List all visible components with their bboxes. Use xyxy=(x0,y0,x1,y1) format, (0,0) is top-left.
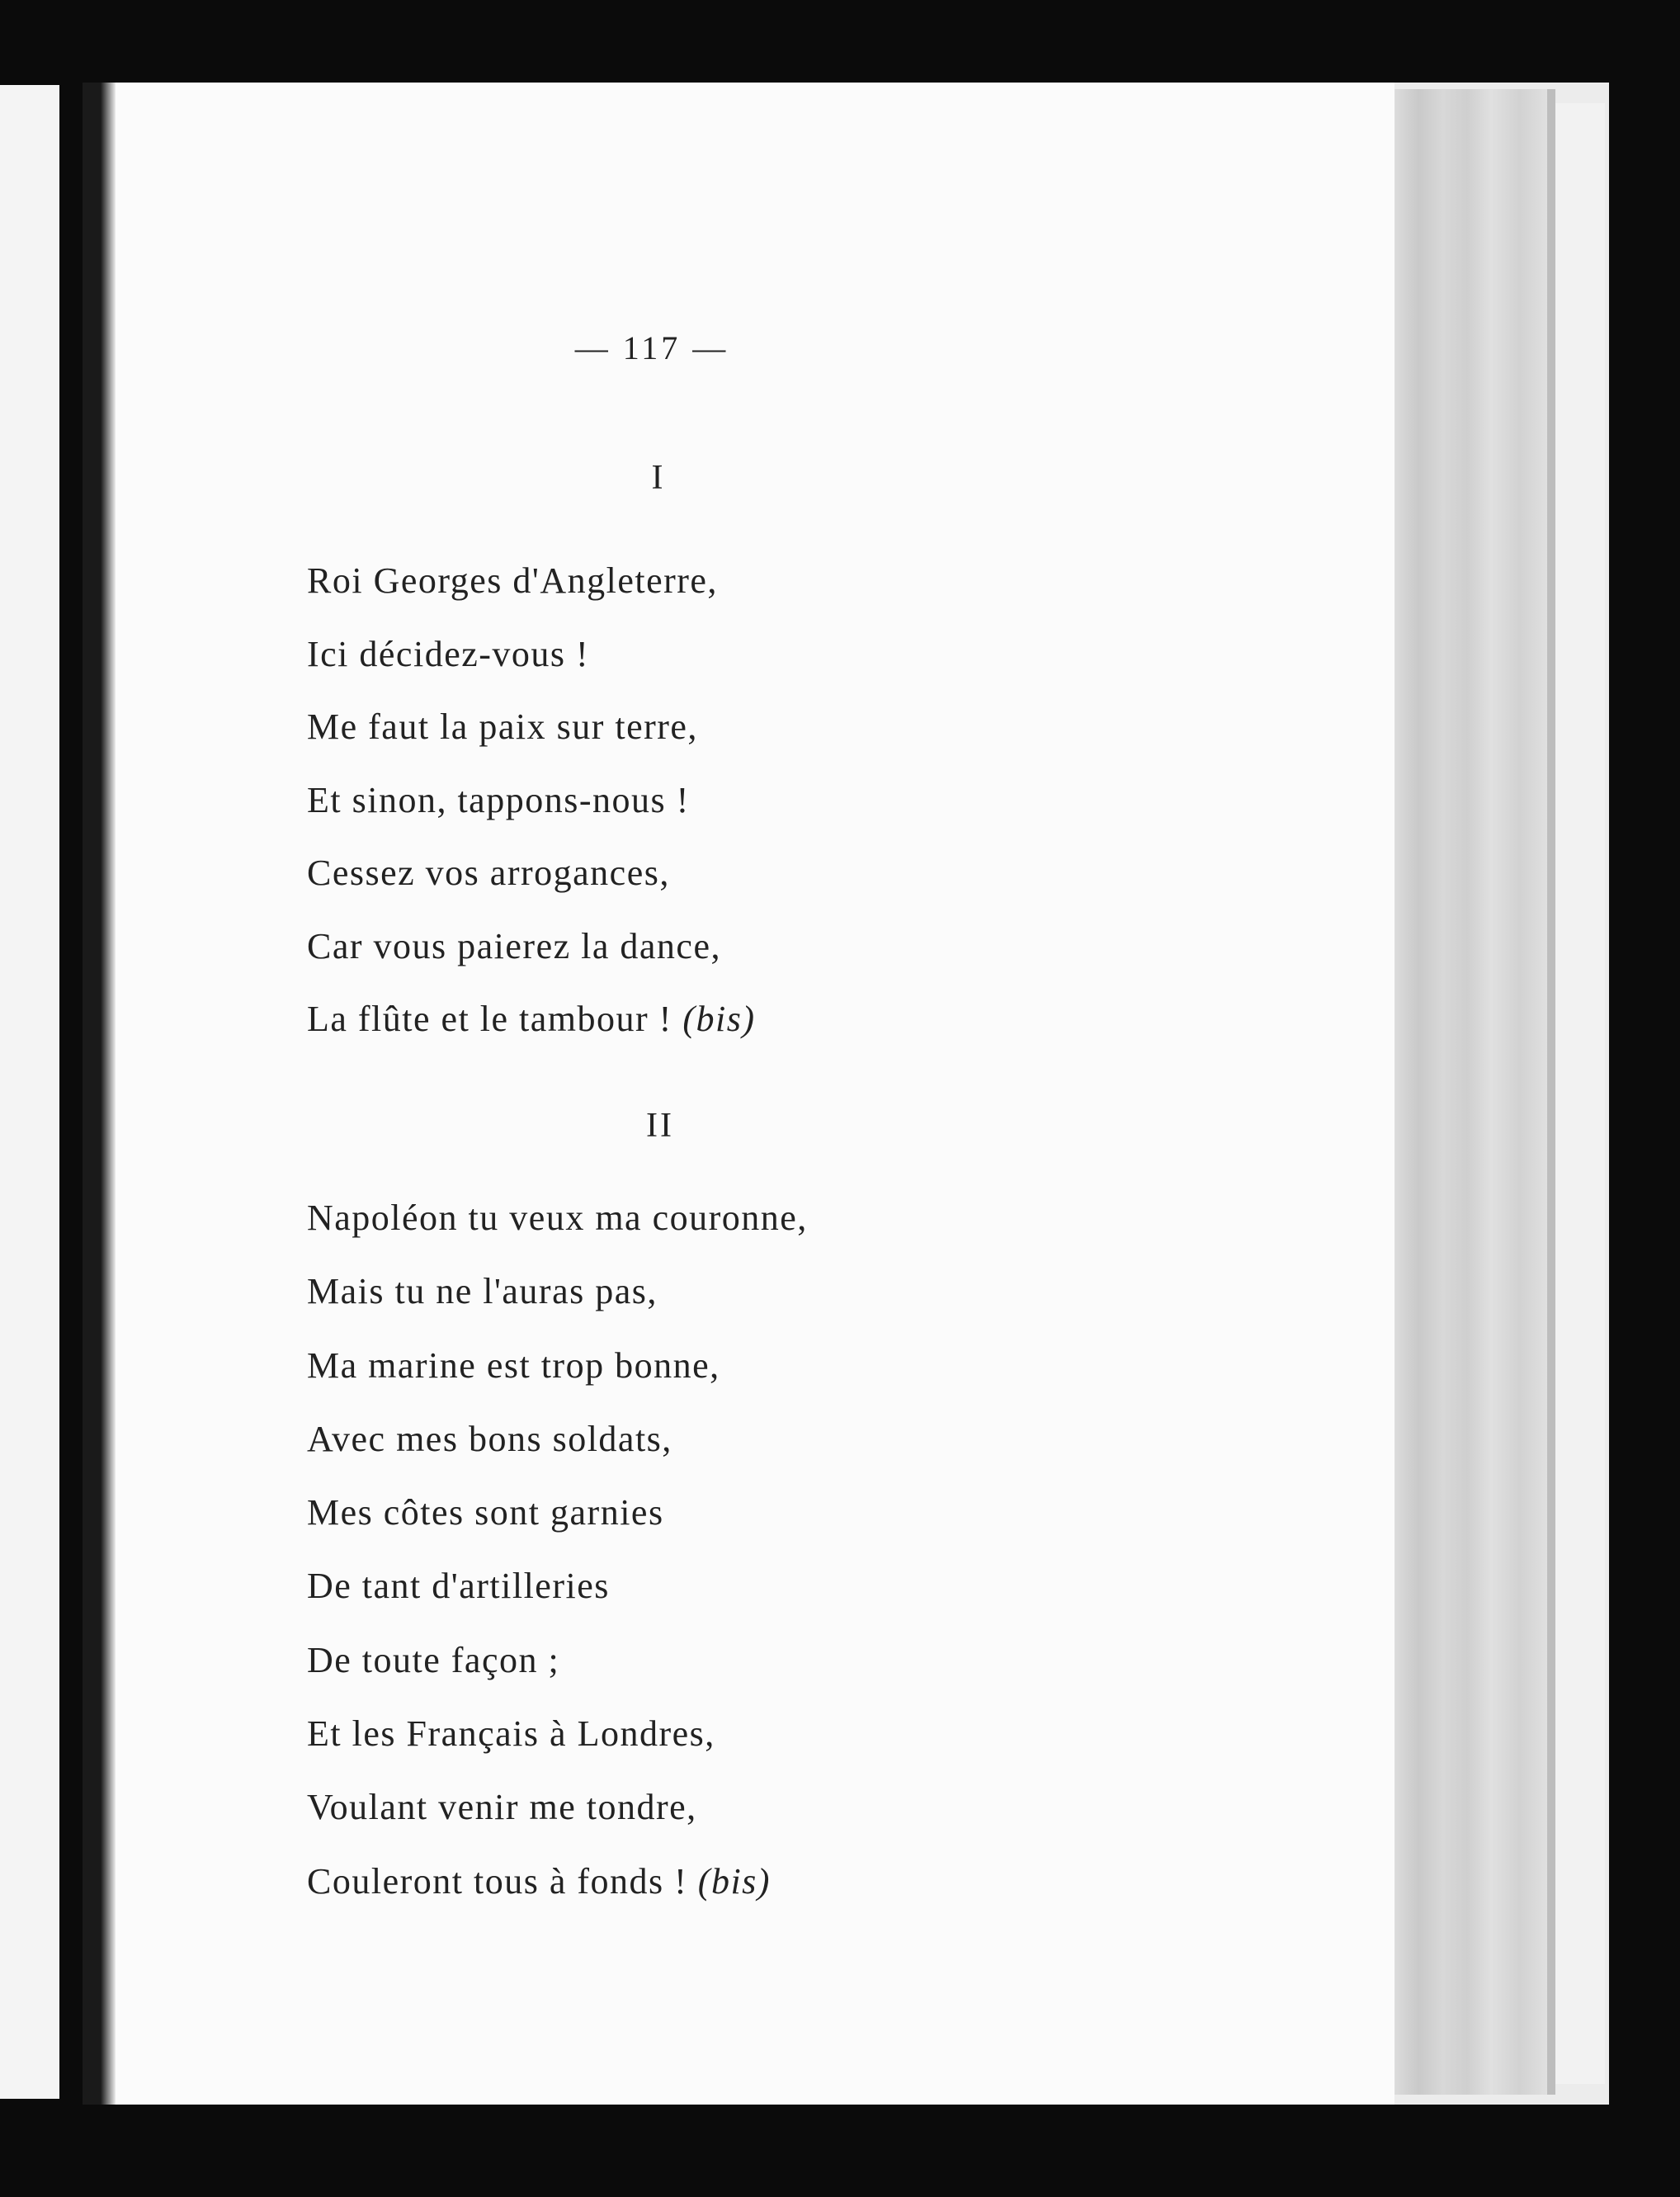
verse-line: Avec mes bons soldats, xyxy=(307,1418,672,1459)
back-cover xyxy=(1555,103,1605,2084)
stanza-2 xyxy=(307,1195,808,1932)
verse-line: La flûte et le tambour ! (bis) xyxy=(307,999,756,1039)
verse-line: Couleront tous à fonds ! (bis) xyxy=(307,1860,771,1902)
bis-marker: (bis) xyxy=(697,1860,771,1902)
stanza-1 xyxy=(307,558,755,1070)
stanza-heading-1: I xyxy=(651,459,666,497)
left-page-edge xyxy=(0,85,59,2099)
verse-line: De tant d'artilleries xyxy=(307,1566,610,1607)
verse-line: Mes côtes sont garnies xyxy=(307,1492,664,1533)
verse-line: Me faut la paix sur terre, xyxy=(307,706,698,747)
verse-line: Car vous paierez la dance, xyxy=(307,925,721,966)
verse-line: Ma marine est trop bonne, xyxy=(307,1344,720,1386)
stanza-heading-2: II xyxy=(646,1107,674,1145)
verse-line: Roi Georges d'Angleterre, xyxy=(307,560,718,601)
verse-line: Mais tu ne l'auras pas, xyxy=(307,1271,658,1312)
verse-line: Voulant venir me tondre, xyxy=(307,1787,697,1828)
verse-line: Napoléon tu veux ma couronne, xyxy=(307,1198,808,1238)
verse-line: Cessez vos arrogances, xyxy=(307,853,670,893)
gutter-shadow xyxy=(83,83,116,2105)
page-number: — 117 — xyxy=(574,329,729,366)
verse-line: De toute façon ; xyxy=(307,1639,560,1680)
verse-line: Et sinon, tappons-nous ! xyxy=(307,779,690,820)
verse-line: Ici décidez-vous ! xyxy=(307,633,590,674)
page-stack-edge xyxy=(1394,89,1555,2095)
verse-line: Et les Français à Londres, xyxy=(307,1713,715,1755)
bis-marker: (bis) xyxy=(682,999,756,1039)
